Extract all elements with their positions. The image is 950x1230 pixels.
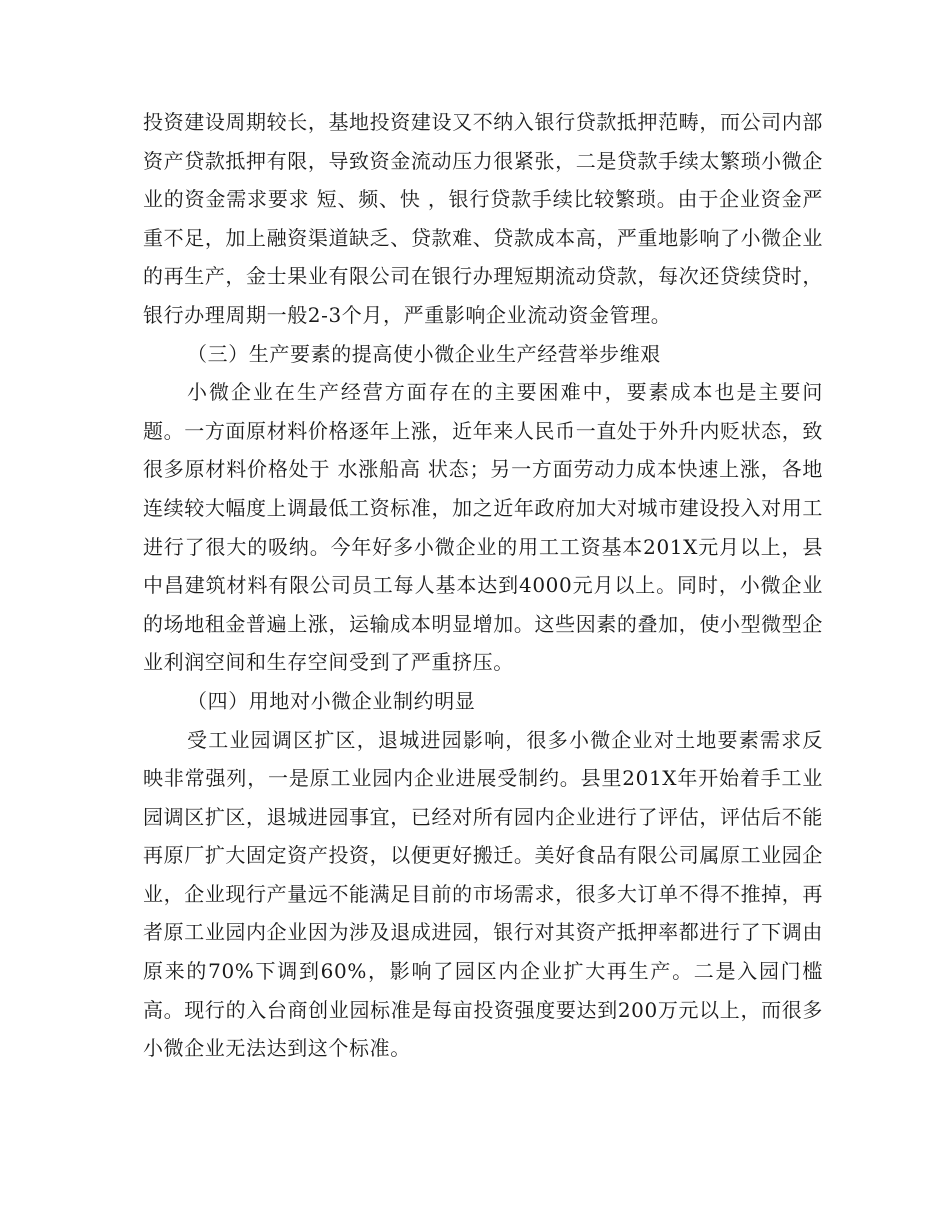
section-heading-3: （三）生产要素的提高使小微企业生产经营举步维艰 bbox=[187, 341, 661, 366]
document-body bbox=[143, 103, 823, 1068]
section-heading-4: （四）用地对小微企业制约明显 bbox=[187, 688, 476, 713]
paragraph-financing: 投资建设周期较长，基地投资建设又不纳入银行贷款抵押范畴，而公司内部资产贷款抵押有限，导致资金流动压力很紧张，二是贷款手续太繁琐小微企业的资金需求要求 短、频、快 ，银行贷款手续比较繁琐。由于企业资金严重不足，加上融资渠道缺乏、贷款难、贷款成本高，严重地影响了小微企业的再生产，金士果业有限公司在银行办理短期流动贷款，每次还贷续贷时，银行办理周期一般2-3个月，严重影响企业流动资金管理。 bbox=[143, 110, 823, 327]
paragraph-land-use: 受工业园调区扩区，退城进园影响，很多小微企业对土地要素需求反映非常强列，一是原工业园内企业进展受制约。县里201X年开始着手工业园调区扩区，退城进园事宜，已经对所有园内企业进行了评估，评估后不能再原厂扩大固定资产投资，以便更好搬迁。美好食品有限公司属原工业园企业，企业现行产量远不能满足目前的市场需求，很多大订单不得不推掉，再者原工业园内企业因为涉及退成进园，银行对其资产抵押率都进行了下调由原来的70%下调到60%，影响了园区内企业扩大再生产。二是入园门槛高。现行的入台商创业园标准是每亩投资强度要达到200万元以上，而很多小微企业无法达到这个标准。 bbox=[143, 727, 823, 1061]
paragraph-production-costs: 小微企业在生产经营方面存在的主要困难中，要素成本也是主要问题。一方面原材料价格逐年上涨，近年来人民币一直处于外升内贬状态，致很多原材料价格处于 水涨船高 状态；另一方面劳动力成本快速上涨，各地连续较大幅度上调最低工资标准，加之近年政府加大对城市建设投入对用工进行了很大的吸纳。今年好多小微企业的用工工资基本201X元月以上，县中昌建筑材料有限公司员工每人基本达到4000元月以上。同时，小微企业的场地租金普遍上涨，运输成本明显增加。这些因素的叠加，使小型微型企业利润空间和生存空间受到了严重挤压。 bbox=[143, 380, 823, 675]
